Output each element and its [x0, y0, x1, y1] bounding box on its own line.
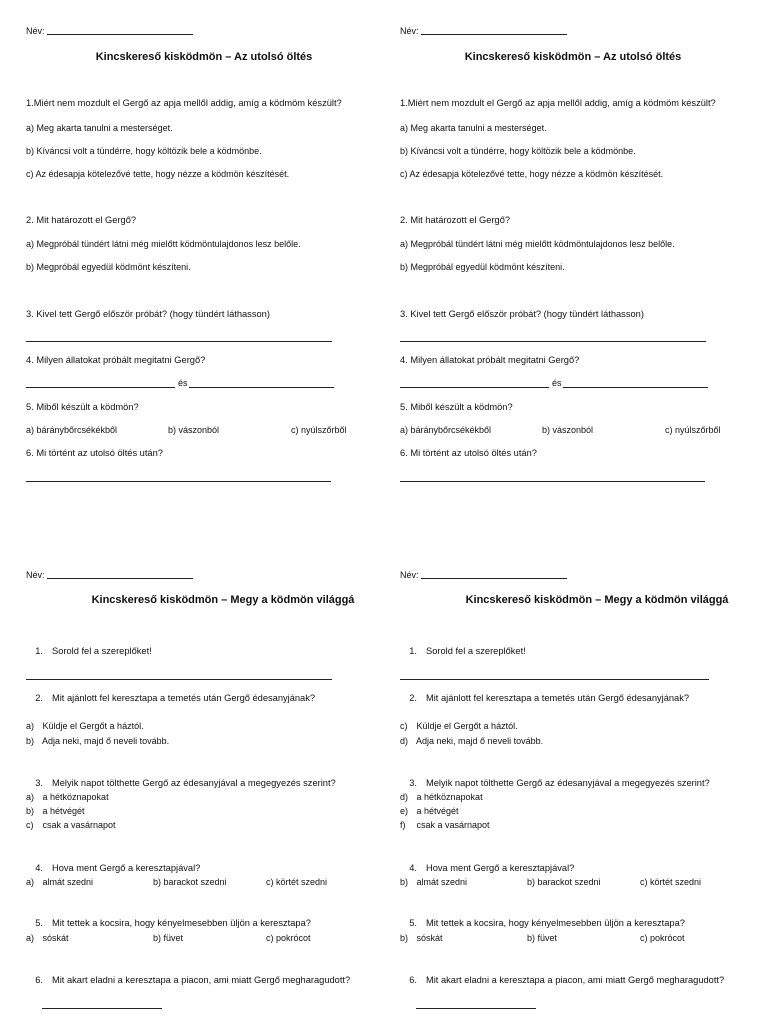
option: c) körtét szedni: [640, 877, 702, 887]
option: b) Megpróbál egyedül ködmönt készíteni.: [400, 262, 565, 272]
option: d) Adja neki, majd ő neveli tovább.: [400, 736, 544, 746]
worksheet-title: Kincskereső kisködmön – Az utolsó öltés: [464, 51, 682, 63]
worksheet-title: Kincskereső kisködmön – Az utolsó öltés: [95, 51, 313, 63]
option: d) a hétköznapokat: [400, 792, 483, 802]
option: b) füvet: [527, 933, 558, 943]
option: a) Megpróbál tündért látni még mielőtt ködmöntulajdonos lesz belőle.: [26, 239, 301, 249]
answer-line: [42, 1008, 162, 1009]
option: c) pokrócot: [266, 933, 311, 943]
question-6: 6. Mit akart eladni a keresztapa a piacon, ami miatt Gergő megharagudott?: [35, 975, 351, 985]
option: c) Az édesapja kötelezővé tette, hogy nézze a ködmön készítését.: [26, 169, 290, 179]
question-3: 3. Kivel tett Gergő először próbát? (hogy tündért láthasson): [400, 309, 644, 319]
option: a) Meg akarta tanulni a mesterséget.: [26, 123, 173, 133]
question-3: 3. Kivel tett Gergő először próbát? (hogy tündért láthasson): [26, 309, 270, 319]
option: b) Kíváncsi volt a tündérre, hogy költözik bele a ködmönbe.: [400, 146, 636, 156]
question-4: 4. Milyen állatokat próbált megitatni Gergő?: [26, 355, 206, 365]
answer-line: [416, 1008, 536, 1009]
answer-line: [26, 679, 332, 680]
question-2: 2. Mit határozott el Gergő?: [26, 215, 137, 225]
option: b) barackot szedni: [527, 877, 601, 887]
option: e) a hétvégét: [400, 806, 459, 816]
answer-line: [400, 481, 705, 482]
answer-line: [189, 387, 334, 388]
option: b) Adja neki, majd ő neveli tovább.: [26, 736, 170, 746]
answer-line: [400, 679, 709, 680]
option: b) a hétvégét: [26, 806, 85, 816]
option: a) báránybőrcsékékből: [400, 425, 492, 435]
and-word: és: [552, 378, 562, 388]
option: c) Küldje el Gergőt a háztól.: [400, 721, 518, 731]
answer-line: [400, 387, 549, 388]
question-2: 2. Mit ajánlott fel keresztapa a temetés után Gergő édesanyjának?: [35, 693, 316, 703]
option: a) Megpróbál tündért látni még mielőtt ködmöntulajdonos lesz belőle.: [400, 239, 675, 249]
option: b) vászonból: [168, 425, 220, 435]
question-1: 1. Sorold fel a szereplőket!: [409, 646, 526, 656]
worksheet-title: Kincskereső kisködmön – Megy a ködmön világgá: [91, 594, 355, 606]
option: c) pokrócot: [640, 933, 685, 943]
answer-line: [26, 341, 332, 342]
option: a) báránybőrcsékékből: [26, 425, 118, 435]
question-6: 6. Mi történt az utolsó öltés után?: [26, 448, 163, 458]
answer-line: [26, 481, 331, 482]
name-label: Név:: [26, 570, 193, 581]
option: a) a hétköznapokat: [26, 792, 109, 802]
option: c) körtét szedni: [266, 877, 328, 887]
and-word: és: [178, 378, 188, 388]
name-label: Név:: [400, 570, 567, 581]
question-4: 4. Milyen állatokat próbált megitatni Gergő?: [400, 355, 580, 365]
name-label: Név:: [26, 26, 193, 37]
question-6: 6. Mi történt az utolsó öltés után?: [400, 448, 537, 458]
option: a) Meg akarta tanulni a mesterséget.: [400, 123, 547, 133]
question-3: 3. Melyik napot tölthette Gergő az édesanyjával a megegyezés szerint?: [35, 778, 336, 788]
question-5: 5. Miből készült a ködmön?: [26, 402, 139, 412]
option: f) csak a vasárnapot: [400, 820, 490, 830]
answer-line: [26, 387, 175, 388]
question-5: 5. Miből készült a ködmön?: [400, 402, 513, 412]
option: c) csak a vasárnapot: [26, 820, 116, 830]
name-label: Név:: [400, 26, 567, 37]
question-4: 4. Hova ment Gergő a keresztapjával?: [409, 863, 575, 873]
answer-line: [400, 341, 706, 342]
question-6: 6. Mit akart eladni a keresztapa a piacon, ami miatt Gergő megharagudott?: [409, 975, 725, 985]
question-2: 2. Mit határozott el Gergő?: [400, 215, 511, 225]
option: a) almát szedni: [26, 877, 94, 887]
answer-line: [563, 387, 708, 388]
option: b) almát szedni: [400, 877, 468, 887]
option: a) Küldje el Gergőt a háztól.: [26, 721, 144, 731]
option: b) barackot szedni: [153, 877, 227, 887]
option: b) füvet: [153, 933, 184, 943]
question-1: 1.Miért nem mozdult el Gergő az apja mellől addig, amíg a ködmöm készült?: [400, 98, 716, 108]
option: c) Az édesapja kötelezővé tette, hogy nézze a ködmön készítését.: [400, 169, 664, 179]
question-4: 4. Hova ment Gergő a keresztapjával?: [35, 863, 201, 873]
option: b) vászonból: [542, 425, 594, 435]
question-5: 5. Mit tettek a kocsira, hogy kényelmesebben üljön a keresztapa?: [409, 918, 685, 928]
question-5: 5. Mit tettek a kocsira, hogy kényelmesebben üljön a keresztapa?: [35, 918, 311, 928]
worksheet-title: Kincskereső kisködmön – Megy a ködmön világgá: [465, 594, 729, 606]
option: c) nyúlszőrből: [665, 425, 721, 435]
option: b) sóskát: [400, 933, 443, 943]
question-2: 2. Mit ajánlott fel keresztapa a temetés után Gergő édesanyjának?: [409, 693, 690, 703]
question-1: 1. Sorold fel a szereplőket!: [35, 646, 152, 656]
option: a) sóskát: [26, 933, 69, 943]
question-1: 1.Miért nem mozdult el Gergő az apja mellől addig, amíg a ködmöm készült?: [26, 98, 342, 108]
option: b) Megpróbál egyedül ködmönt készíteni.: [26, 262, 191, 272]
option: c) nyúlszőrből: [291, 425, 347, 435]
question-3: 3. Melyik napot tölthette Gergő az édesanyjával a megegyezés szerint?: [409, 778, 710, 788]
option: b) Kíváncsi volt a tündérre, hogy költözik bele a ködmönbe.: [26, 146, 262, 156]
